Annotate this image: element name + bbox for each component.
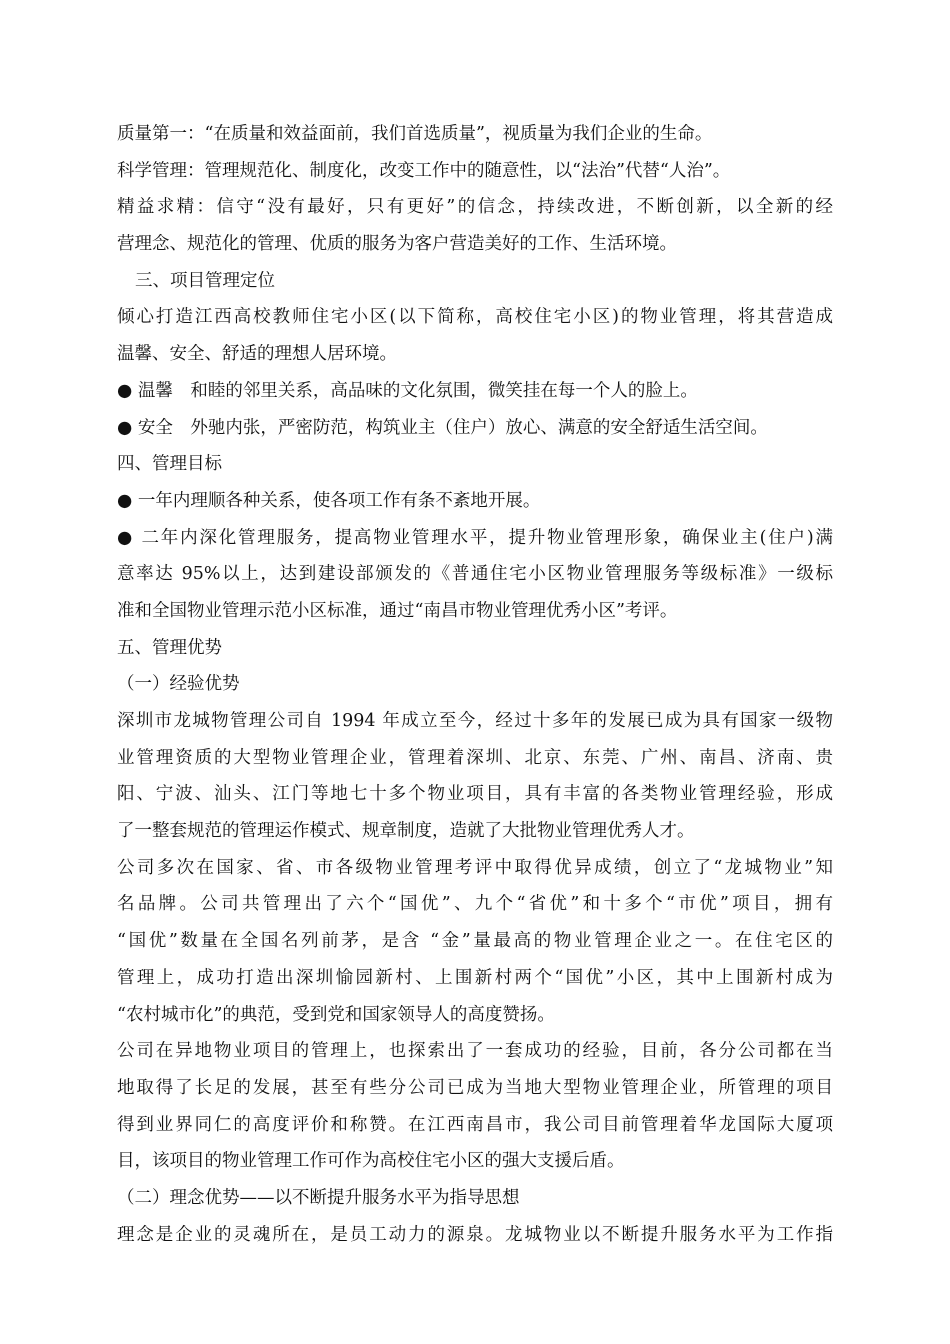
bullet-item: ● 一年内理顺各种关系，使各项工作有条不紊地开展。: [117, 490, 541, 511]
text-line: 公司在异地物业项目的管理上，也探索出了一套成功的经验，目前，各分公司都在当: [117, 1041, 833, 1062]
section-heading: 四、管理目标: [117, 454, 222, 475]
text-line: 准和全国物业管理示范小区标准，通过“南昌市物业管理优秀小区”考评。: [117, 600, 678, 621]
section-heading: 三、项目管理定位: [135, 270, 275, 291]
text-line: 意率达 95%以上，达到建设部颁发的《普通住宅小区物业管理服务等级标准》一级标: [117, 564, 833, 585]
text-line: 业管理资质的大型物业管理企业，管理着深圳、北京、东莞、广州、南昌、济南、贵: [117, 747, 833, 768]
text-line: 理念是企业的灵魂所在，是员工动力的源泉。龙城物业以不断提升服务水平为工作指: [117, 1224, 833, 1245]
text-line: 管理上，成功打造出深圳愉园新村、上围新村两个“国优”小区，其中上围新村成为: [117, 967, 833, 988]
bullet-item: ● 安全 外驰内张，严密防范，构筑业主（住户）放心、满意的安全舒适生活空间。: [117, 417, 768, 438]
section-heading: 五、管理优势: [117, 637, 222, 658]
text-line: 科学管理：管理规范化、制度化，改变工作中的随意性，以“法治”代替“人治”。: [117, 160, 731, 181]
text-line: 公司多次在国家、省、市各级物业管理考评中取得优异成绩，创立了“龙城物业”知: [117, 857, 833, 878]
text-line: 阳、宁波、汕头、江门等地七十多个物业项目，具有丰富的各类物业管理经验，形成: [117, 784, 833, 805]
text-line: 目，该项目的物业管理工作可作为高校住宅小区的强大支援后盾。: [117, 1151, 625, 1172]
text-line: 倾心打造江西高校教师住宅小区(以下简称，高校住宅小区)的物业管理，将其营造成: [117, 307, 833, 328]
text-line: 精益求精：信守“没有最好，只有更好”的信念，持续改进，不断创新，以全新的经: [117, 197, 833, 218]
text-line: 质量第一：“在质量和效益面前，我们首选质量”，视质量为我们企业的生命。: [117, 124, 713, 144]
text-line: “农村城市化”的典范，受到党和国家领导人的高度赞扬。: [117, 1004, 555, 1025]
text-line: 温馨、安全、舒适的理想人居环境。: [117, 344, 397, 365]
subsection-heading: （一）经验优势: [117, 674, 240, 695]
bullet-item: ● 二年内深化管理服务，提高物业管理水平，提升物业管理形象，确保业主(住户)满: [117, 527, 833, 548]
bullet-item: ● 温馨 和睦的邻里关系，高品味的文化氛围，微笑挂在每一个人的脸上。: [117, 380, 698, 401]
text-line: 了一整套规范的管理运作模式、规章制度，造就了大批物业管理优秀人才。: [117, 821, 695, 842]
text-line: 名品牌。公司共管理出了六个“国优”、九个“省优”和十多个“市优”项目，拥有: [117, 894, 833, 915]
text-line: 地取得了长足的发展，甚至有些分公司已成为当地大型物业管理企业，所管理的项目: [117, 1077, 833, 1098]
document-body: [117, 116, 833, 1253]
text-line: “国优”数量在全国名列前茅，是含 “金”量最高的物业管理企业之一。在住宅区的: [117, 931, 833, 952]
text-line: 得到业界同仁的高度评价和称赞。在江西南昌市，我公司目前管理着华龙国际大厦项: [117, 1114, 833, 1135]
text-line: 营理念、规范化的管理、优质的服务为客户营造美好的工作、生活环境。: [117, 234, 677, 255]
subsection-heading: （二）理念优势——以不断提升服务水平为指导思想: [117, 1187, 520, 1208]
text-line: 深圳市龙城物管理公司自 1994 年成立至今，经过十多年的发展已成为具有国家一级物: [117, 711, 833, 731]
